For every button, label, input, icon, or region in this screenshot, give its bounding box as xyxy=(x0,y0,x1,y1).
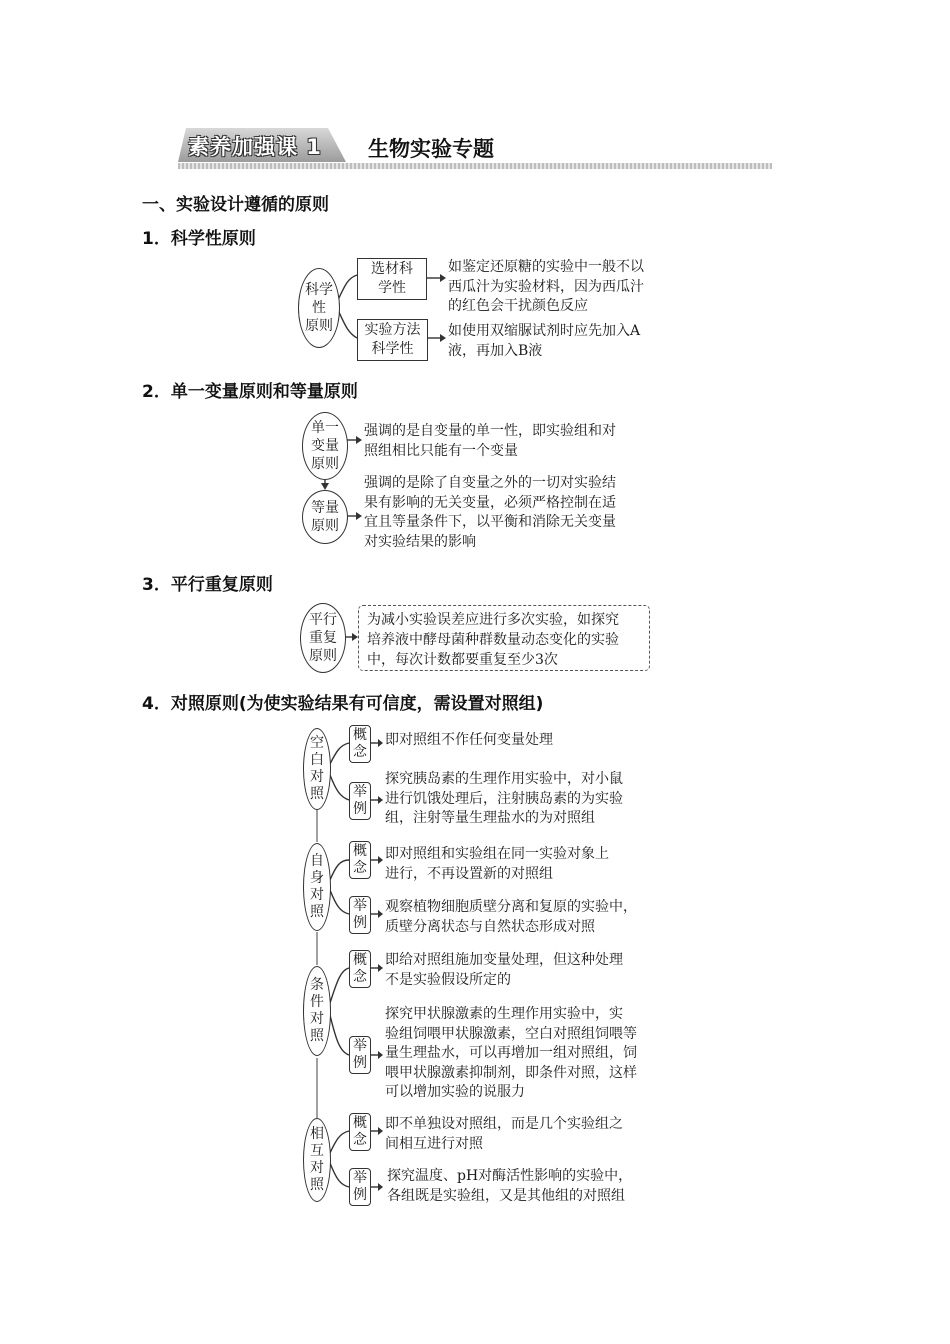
principle-3-heading: 3．平行重复原则 xyxy=(142,575,273,595)
control-condition-example: 探究甲状腺激素的生理作用实验中，实 验组饲喂甲状腺激素，空白对照组饲喂等 量生理盐水，可以再增加一组对照组，饲 喂甲状腺激素抑制剂，即条件对照，这样 可以增加实验的说服力 xyxy=(385,1006,637,1100)
concept-tag: 概 念 xyxy=(349,725,371,763)
control-blank-example: 探究胰岛素的生理作用实验中，对小鼠 进行饥饿处理后，注射胰岛素的为实验 组，注射等量生理盐水的为对照组 xyxy=(385,771,623,826)
example-tag: 举 例 xyxy=(349,1168,371,1206)
principle-3-oval: 平行 重复 原则 xyxy=(300,603,346,673)
concept-tag: 概 念 xyxy=(349,950,371,988)
principle-1-text-material: 如鉴定还原糖的实验中一般不以 西瓜汁为实验材料，因为西瓜汁 的红色会干扰颜色反应 xyxy=(448,259,644,314)
page-title: 生物实验专题 xyxy=(368,136,494,161)
concept-tag: 概 念 xyxy=(349,841,371,879)
principle-4-heading: 4．对照原则(为使实验结果有可信度，需设置对照组) xyxy=(142,694,544,714)
banner-label: 素养加强课 1 xyxy=(188,135,322,159)
principle-1-heading: 1．科学性原则 xyxy=(142,229,256,249)
example-tag: 举 例 xyxy=(349,896,371,934)
principle-2-heading: 2．单一变量原则和等量原则 xyxy=(142,382,358,402)
section-heading: 一、实验设计遵循的原则 xyxy=(142,195,329,215)
control-condition-oval: 条 件 对 照 xyxy=(303,966,331,1056)
control-blank-oval: 空 白 对 照 xyxy=(303,728,331,810)
principle-2-text-equal: 强调的是除了自变量之外的一切对实验结 果有影响的无关变量，必须严格控制在适 宜且等量条件下，以平衡和消除无关变量 对实验结果的影响 xyxy=(364,475,616,550)
control-self-oval: 自 身 对 照 xyxy=(303,843,331,931)
principle-2-oval-equal: 等量 原则 xyxy=(302,490,348,544)
control-mutual-concept: 即不单独设对照组，而是几个实验组之 间相互进行对照 xyxy=(385,1116,623,1152)
principle-1-oval: 科学 性 原则 xyxy=(298,268,340,348)
concept-tag: 概 念 xyxy=(349,1113,371,1151)
control-mutual-example: 探究温度、pH对酶活性影响的实验中， 各组既是实验组，又是其他组的对照组 xyxy=(387,1168,633,1204)
principle-3-dashed-box: 为减小实验误差应进行多次实验，如探究 培养液中酵母菌种群数量动态变化的实验 中，每次计数都要重复至少3次 xyxy=(358,605,650,671)
banner-divider xyxy=(178,163,772,169)
control-blank-concept: 即对照组不作任何变量处理 xyxy=(385,732,553,748)
control-mutual-oval: 相 互 对 照 xyxy=(303,1118,331,1202)
control-self-example: 观察植物细胞质壁分离和复原的实验中， 质壁分离状态与自然状态形成对照 xyxy=(385,899,637,935)
principle-1-text-method: 如使用双缩脲试剂时应先加入A 液，再加入B液 xyxy=(448,323,641,359)
example-tag: 举 例 xyxy=(349,782,371,820)
principle-2-text-single: 强调的是自变量的单一性，即实验组和对 照组相比只能有一个变量 xyxy=(364,423,616,459)
control-condition-concept: 即给对照组施加变量处理，但这种处理 不是实验假设所定的 xyxy=(385,952,623,988)
example-tag: 举 例 xyxy=(349,1036,371,1074)
principle-1-box-method: 实验方法 科学性 xyxy=(357,319,428,361)
control-self-concept: 即对照组和实验组在同一实验对象上 进行，不再设置新的对照组 xyxy=(385,846,609,882)
principle-1-box-material: 选材科 学性 xyxy=(357,258,427,300)
principle-2-oval-single: 单一 变量 原则 xyxy=(302,412,348,480)
